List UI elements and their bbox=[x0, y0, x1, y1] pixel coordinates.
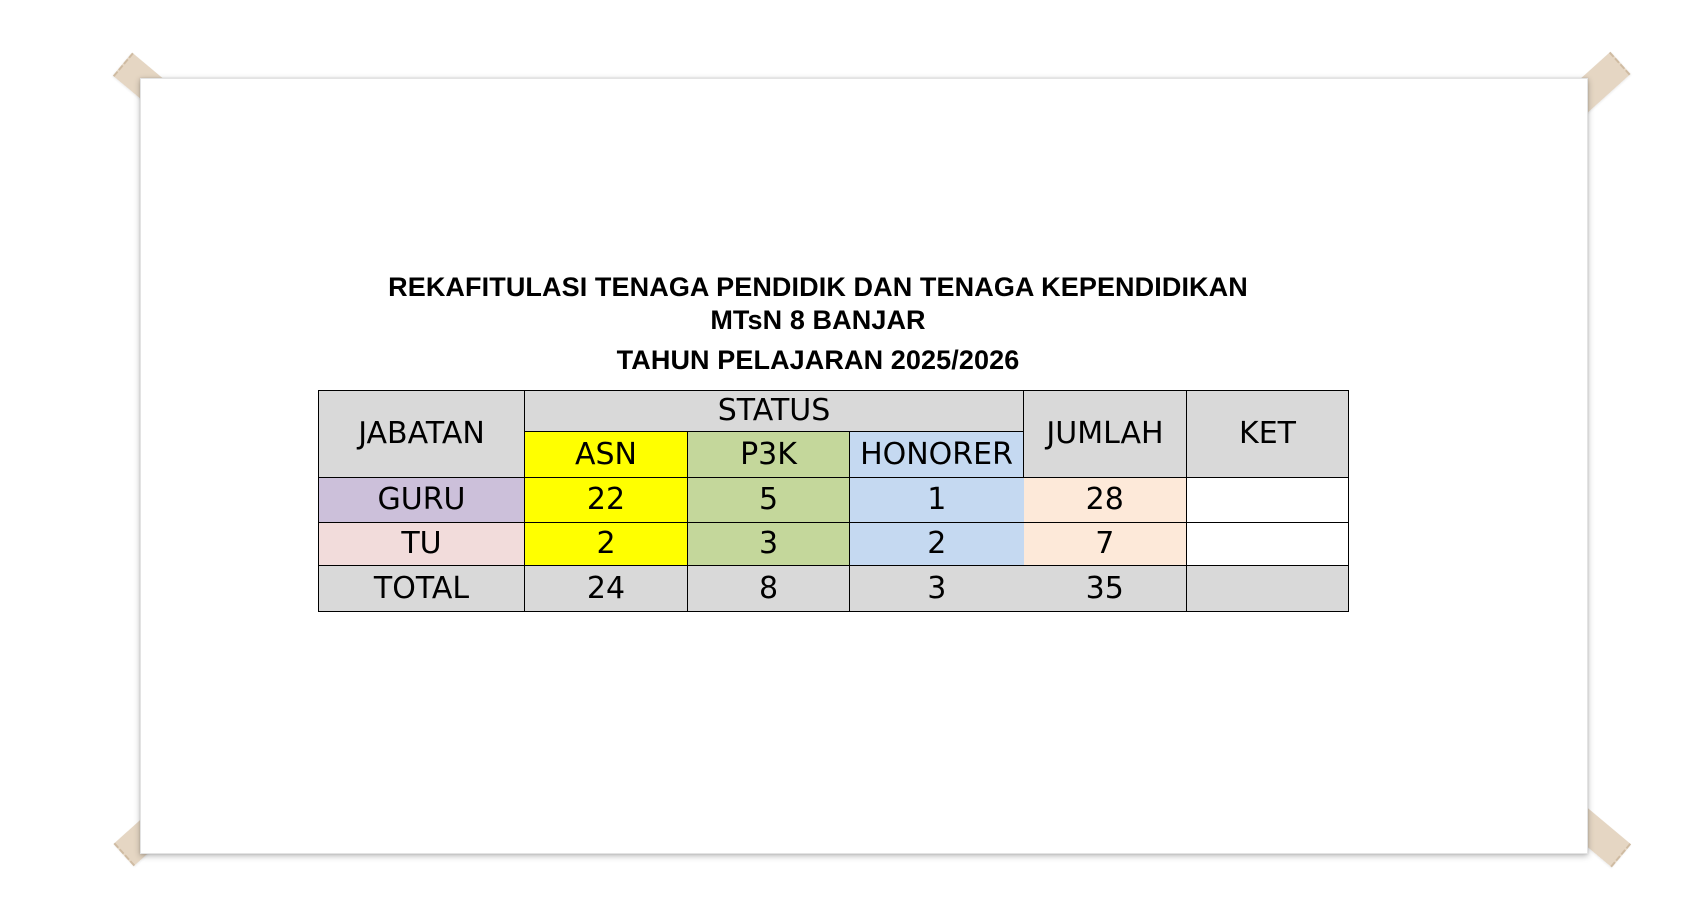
header-jabatan: JABATAN bbox=[319, 391, 525, 478]
cell-honorer: 2 bbox=[850, 523, 1024, 566]
cell-p3k: 5 bbox=[688, 478, 850, 523]
table-row bbox=[319, 523, 1349, 566]
cell-ket bbox=[1187, 478, 1349, 523]
cell-asn: 2 bbox=[525, 523, 688, 566]
cell-total-asn: 24 bbox=[525, 566, 688, 612]
title-line-3: TAHUN PELAJARAN 2025/2026 bbox=[616, 345, 1020, 375]
cell-total-jumlah: 35 bbox=[1024, 566, 1187, 612]
header-status: STATUS bbox=[525, 391, 1024, 432]
title-line-1: REKAFITULASI TENAGA PENDIDIK DAN TENAGA KEPENDIDIKAN bbox=[388, 272, 1248, 302]
table-row bbox=[319, 478, 1349, 523]
header-jumlah: JUMLAH bbox=[1024, 391, 1187, 478]
header-p3k: P3K bbox=[688, 432, 850, 478]
cell-jabatan: TU bbox=[319, 523, 525, 566]
cell-p3k: 3 bbox=[688, 523, 850, 566]
cell-asn: 22 bbox=[525, 478, 688, 523]
cell-jumlah: 7 bbox=[1024, 523, 1187, 566]
cell-total-label: TOTAL bbox=[319, 566, 525, 612]
cell-ket bbox=[1187, 523, 1349, 566]
cell-honorer: 1 bbox=[850, 478, 1024, 523]
cell-jabatan: GURU bbox=[319, 478, 525, 523]
cell-total-p3k: 8 bbox=[688, 566, 850, 612]
cell-total-ket bbox=[1187, 566, 1349, 612]
title-line-2: MTsN 8 BANJAR bbox=[710, 305, 926, 335]
header-honorer: HONORER bbox=[850, 432, 1024, 478]
recap-table bbox=[318, 390, 1349, 612]
header-asn: ASN bbox=[525, 432, 688, 478]
header-row-1 bbox=[319, 391, 1349, 432]
cell-total-honorer: 3 bbox=[850, 566, 1024, 612]
cell-jumlah: 28 bbox=[1024, 478, 1187, 523]
total-row bbox=[319, 566, 1349, 612]
header-ket: KET bbox=[1187, 391, 1349, 478]
